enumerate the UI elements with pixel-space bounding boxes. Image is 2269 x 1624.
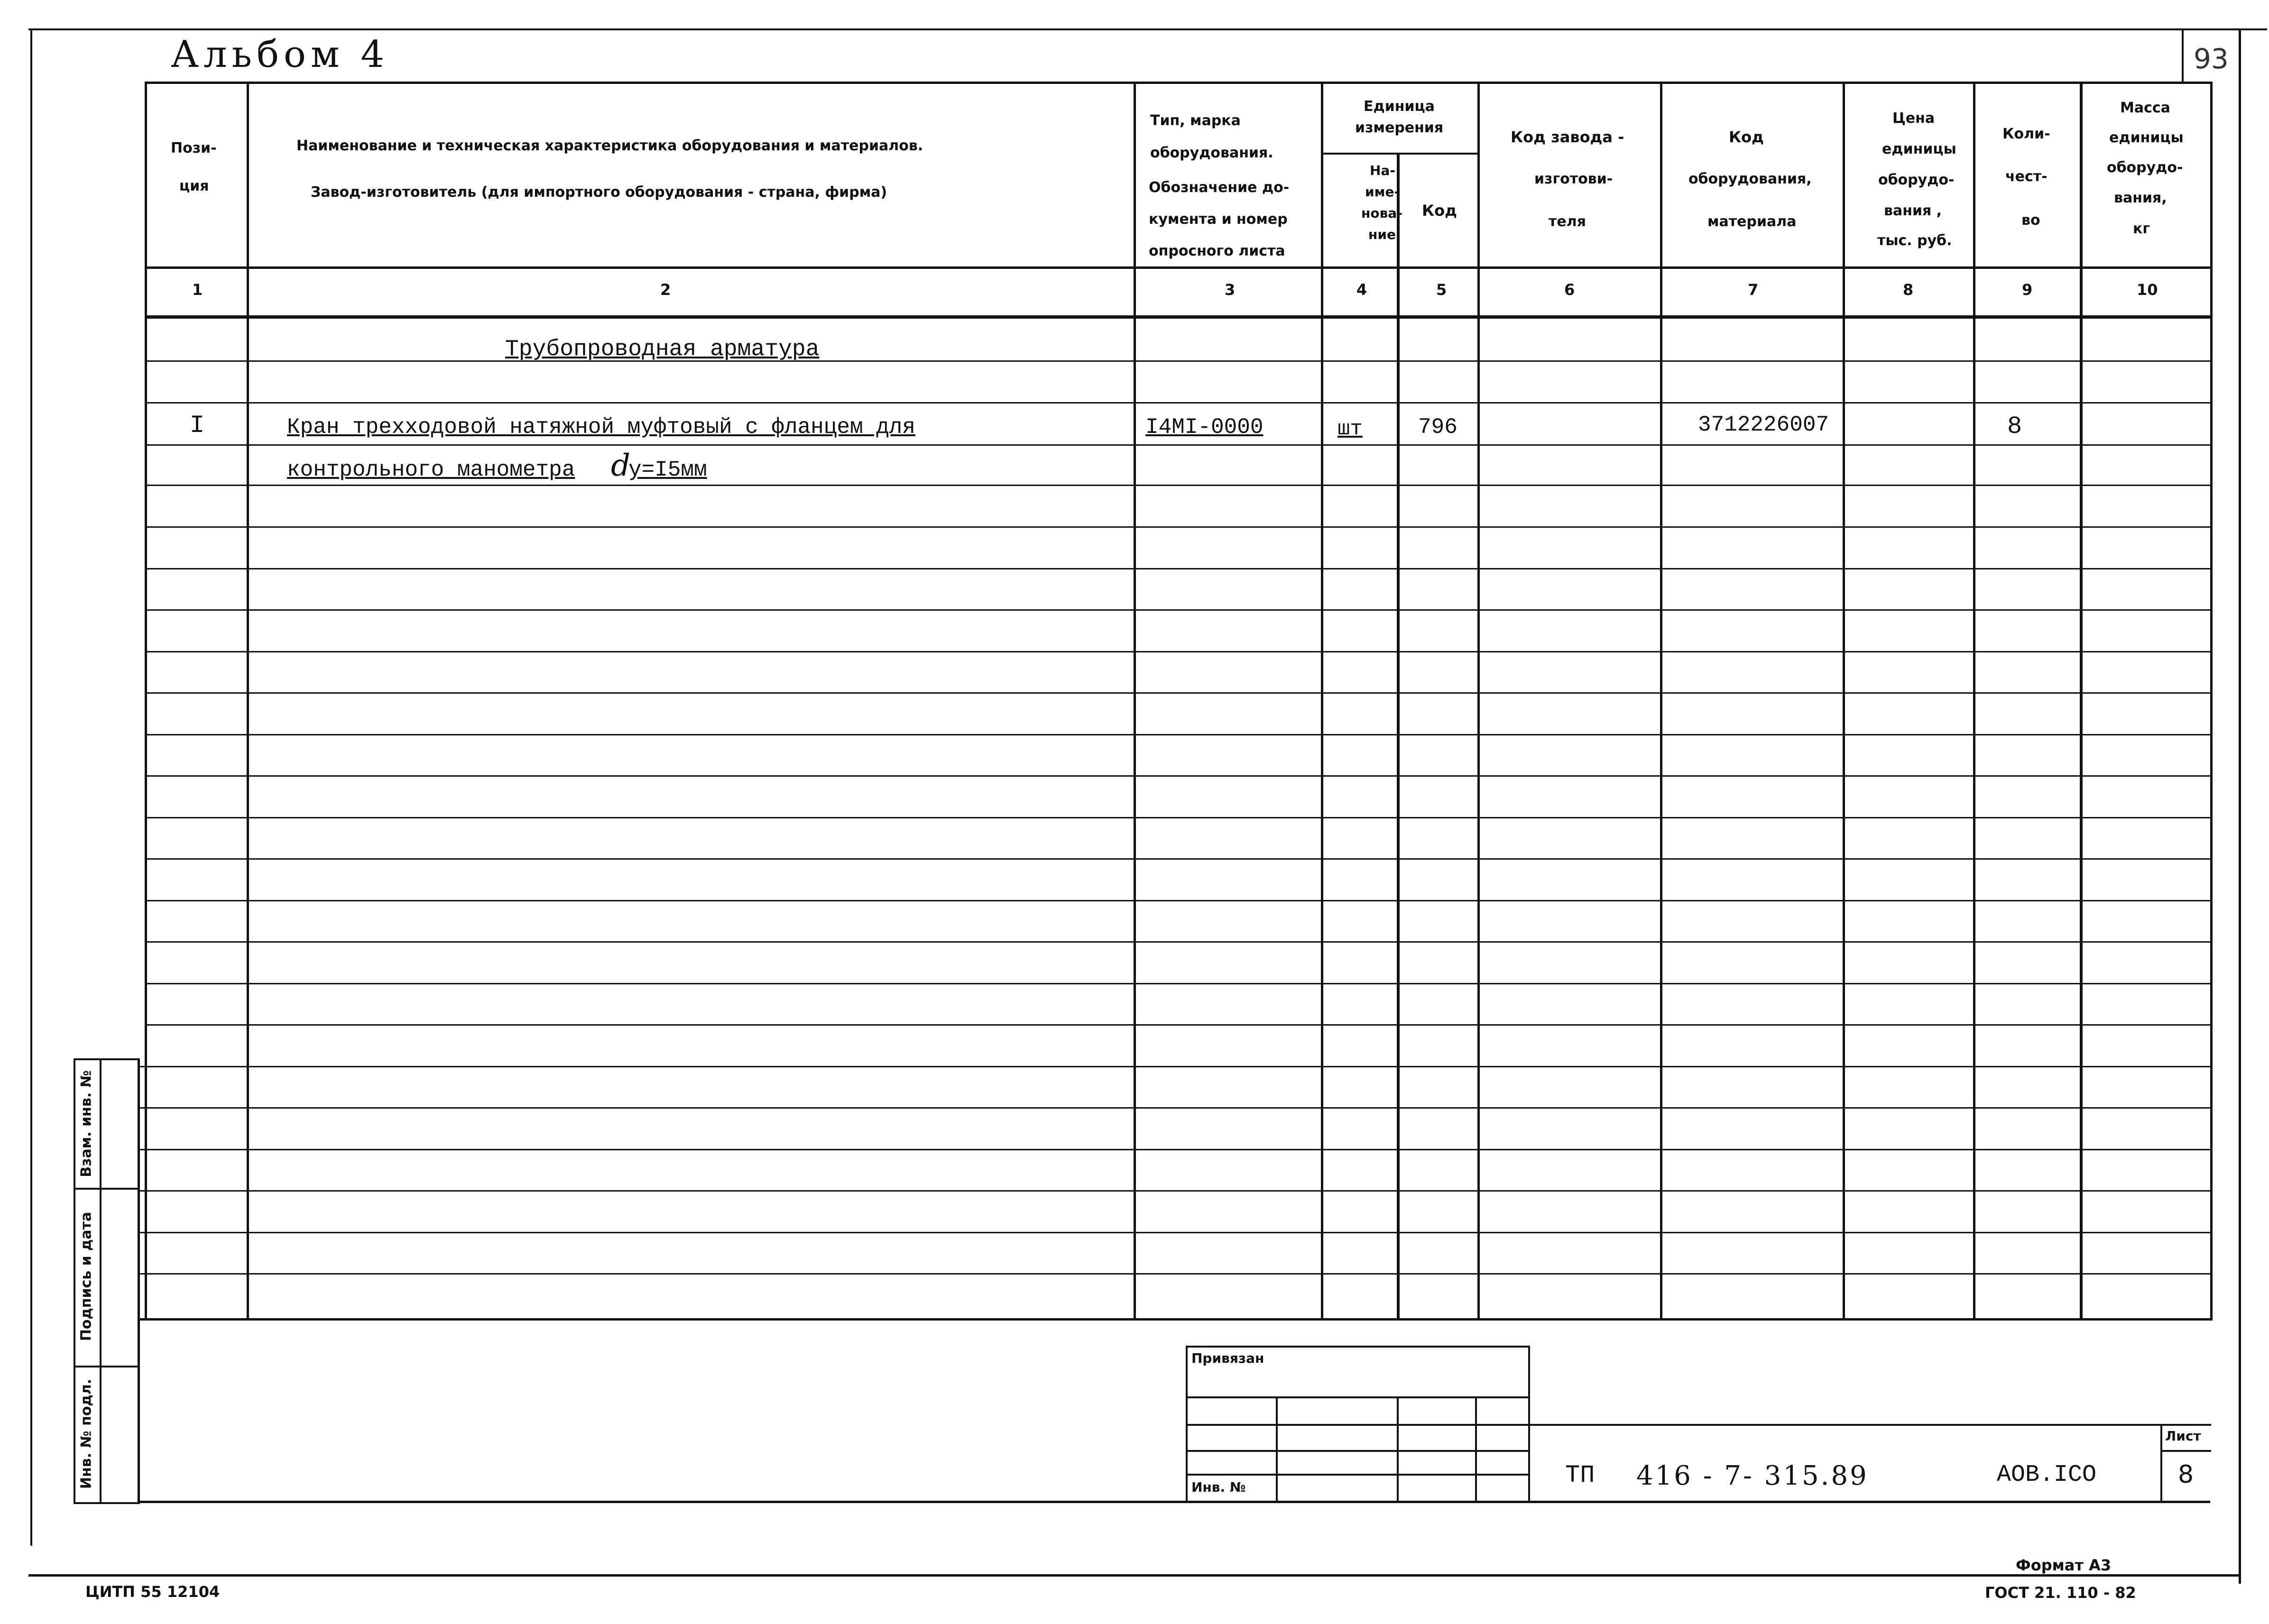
- sheet-number: 8: [2178, 1460, 2194, 1489]
- page-number-box-left: [2182, 30, 2184, 83]
- row-line: [140, 1149, 2213, 1150]
- header-plant-code-1: Код завода -: [1511, 128, 1624, 146]
- row-line: [145, 900, 2213, 901]
- header-quantity-2: чест-: [2005, 168, 2048, 185]
- side-stamp-line: [74, 1058, 140, 1060]
- header-price-3: оборудо-: [1878, 172, 1955, 188]
- row-line: [145, 402, 2213, 404]
- dy-symbol: d: [611, 448, 630, 483]
- frame-top: [28, 28, 2267, 30]
- header-price-2: единицы: [1882, 141, 1956, 157]
- designation-top-line: [1528, 1424, 2211, 1426]
- document-number: 416 - 7- 315.89: [1636, 1460, 1869, 1491]
- bound-box-line: [1186, 1424, 1530, 1426]
- bound-box-line: [1475, 1396, 1477, 1502]
- col-line: [247, 82, 249, 1319]
- side-stamp-line: [100, 1060, 101, 1503]
- side-stamp-line: [74, 1188, 140, 1190]
- frame-left: [30, 28, 32, 1546]
- table-bottom-line: [138, 1318, 2213, 1321]
- tp-label: ТП: [1565, 1461, 1595, 1489]
- header-unit-name-4: ние: [1368, 227, 1396, 242]
- header-unit-1: Единица: [1364, 98, 1435, 115]
- sheet-box-split: [2160, 1450, 2211, 1452]
- section-title: Трубопроводная арматура: [505, 337, 820, 362]
- col-line: [145, 82, 147, 1319]
- col-line: [1660, 82, 1662, 1319]
- row-line: [145, 526, 2213, 528]
- unit-header-split: [1323, 153, 1480, 155]
- row-line: [140, 1107, 2213, 1109]
- row-line: [140, 1066, 2213, 1067]
- header-price-5: тыс. руб.: [1877, 232, 1952, 249]
- bound-box-line: [1186, 1474, 1530, 1476]
- header-type-3: Обозначение до-: [1149, 179, 1290, 196]
- column-number-8: 8: [1903, 281, 1914, 299]
- header-equipment-code-2: оборудования,: [1688, 171, 1812, 187]
- header-unit-2: измерения: [1355, 119, 1444, 136]
- row-line: [145, 444, 2213, 446]
- footer-code: ЦИТП 55 12104: [85, 1583, 220, 1601]
- header-unit-name-1: На-: [1370, 163, 1395, 178]
- side-stamp-line: [74, 1502, 140, 1504]
- row-line: [145, 568, 2213, 569]
- table-top-line: [145, 82, 2213, 84]
- row-equipment-code: 3712226007: [1698, 413, 1829, 437]
- column-number-3: 3: [1225, 281, 1236, 299]
- col-line: [2080, 82, 2083, 1319]
- col-line: [1134, 82, 1136, 1319]
- row-unit-code: 796: [1418, 415, 1457, 440]
- header-equipment-code-3: материала: [1707, 213, 1797, 230]
- footer-gost: ГОСТ 21. 110 - 82: [1985, 1584, 2136, 1602]
- row-line: [145, 775, 2213, 777]
- row-line: [145, 941, 2213, 943]
- col-line: [1397, 153, 1400, 1319]
- column-number-10: 10: [2137, 281, 2158, 299]
- header-type-2: оборудования.: [1150, 145, 1273, 161]
- inv-no-label: Инв. №: [1191, 1479, 1246, 1495]
- col-line: [1477, 82, 1480, 1319]
- header-position-2: ция: [179, 178, 209, 194]
- frame-bottom: [28, 1574, 2241, 1577]
- footer-format: Формат А3: [2016, 1556, 2112, 1574]
- row-line: [140, 1273, 2213, 1275]
- bound-box-line: [1397, 1396, 1399, 1502]
- header-unit-name-3: нова-: [1361, 205, 1402, 221]
- col-line: [1973, 82, 1975, 1319]
- row-line: [145, 485, 2213, 486]
- header-plant-code-3: теля: [1549, 213, 1586, 230]
- row-line: [145, 651, 2213, 652]
- col-line: [1321, 82, 1323, 1319]
- bound-box-line: [1186, 1396, 1530, 1398]
- row-line: [140, 1190, 2213, 1192]
- row-line: [145, 734, 2213, 735]
- header-price-4: вания ,: [1884, 202, 1942, 219]
- side-stamp-line: [138, 1060, 140, 1503]
- bound-box-line: [1186, 1450, 1530, 1452]
- header-unit-name-2: име-: [1365, 184, 1400, 200]
- side-stamp-line: [74, 1060, 75, 1503]
- column-number-6: 6: [1564, 281, 1575, 299]
- row-name-line2: контрольного манометра: [287, 458, 575, 482]
- header-plant-code-2: изготови-: [1534, 171, 1613, 187]
- row-name-line1: Кран трехходовой натяжной муфтовый с фланцем для: [287, 415, 916, 440]
- col-line: [1843, 82, 1845, 1319]
- header-unit-code: Код: [1422, 202, 1457, 220]
- header-type-5: опросного листа: [1149, 243, 1285, 259]
- header-position-1: Пози-: [171, 140, 217, 156]
- row-unit-name: шт: [1337, 417, 1363, 441]
- header-equipment-code-1: Код: [1729, 128, 1764, 146]
- bound-box-line: [1186, 1346, 1188, 1502]
- bound-box-line: [1276, 1396, 1278, 1502]
- row-type: I4МI-0000: [1145, 415, 1264, 440]
- column-number-9: 9: [2022, 281, 2033, 299]
- header-name-1: Наименование и техническая характеристика оборудования и материалов.: [296, 138, 923, 154]
- row-line: [145, 817, 2213, 818]
- row-line: [145, 983, 2213, 984]
- column-number-4: 4: [1356, 281, 1367, 299]
- row-line: [145, 609, 2213, 611]
- header-mass-3: оборудо-: [2107, 159, 2183, 176]
- row-line: [145, 692, 2213, 694]
- inv-orig-label: Инв. № подл.: [78, 1378, 95, 1489]
- row-quantity: 8: [2007, 413, 2022, 440]
- row-line: [145, 858, 2213, 860]
- row-dy: у=I5мм: [628, 458, 707, 482]
- sheet-label: Лист: [2165, 1428, 2201, 1444]
- header-type-4: кумента и номер: [1149, 211, 1288, 228]
- column-number-7: 7: [1748, 281, 1759, 299]
- header-mass-2: единицы: [2109, 129, 2184, 146]
- replace-inv-label: Взам. инв. №: [78, 1070, 95, 1177]
- row-line: [145, 1024, 2213, 1026]
- header-mass-4: вания,: [2114, 190, 2167, 206]
- row-position: I: [190, 412, 205, 440]
- row-line: [140, 1232, 2213, 1233]
- header-bottom-line: [145, 266, 2213, 269]
- header-name-2: Завод-изготовитель (для импортного оборудования - страна, фирма): [311, 184, 887, 201]
- column-number-5: 5: [1436, 281, 1447, 299]
- frame-right: [2239, 28, 2241, 1584]
- header-type-1: Тип, марка: [1150, 112, 1241, 129]
- document-mark: АОВ.ICO: [1997, 1461, 2097, 1488]
- header-price-1: Цена: [1892, 110, 1935, 127]
- title-block-bottom-line: [138, 1501, 2210, 1503]
- col-numbers-bottom-line: [145, 315, 2213, 319]
- column-number-1: 1: [192, 281, 203, 299]
- col-line: [2210, 82, 2213, 1319]
- sheet-box-left: [2160, 1424, 2162, 1502]
- header-mass-1: Масса: [2120, 100, 2170, 116]
- header-quantity-1: Коли-: [2002, 126, 2050, 142]
- bound-label: Привязан: [1191, 1350, 1264, 1366]
- signature-date-label: Подпись и дата: [78, 1211, 95, 1341]
- side-stamp-line: [74, 1366, 140, 1367]
- header-quantity-3: во: [2021, 212, 2040, 229]
- page-number: 93: [2194, 43, 2229, 75]
- row-line: [145, 360, 2213, 362]
- column-number-2: 2: [660, 281, 671, 299]
- header-mass-5: кг: [2133, 220, 2150, 237]
- album-label: Альбом 4: [171, 33, 389, 76]
- bound-box-line: [1186, 1346, 1530, 1348]
